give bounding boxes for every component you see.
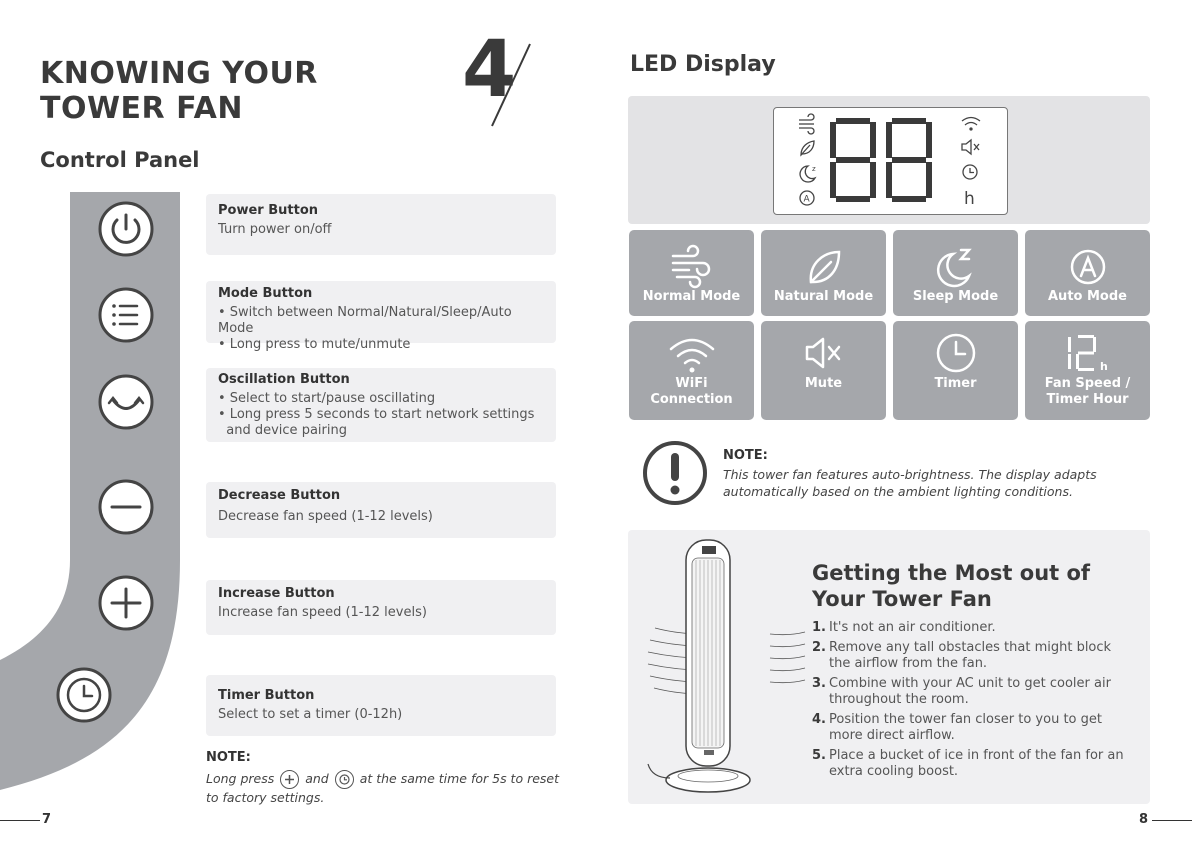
box-title: Timer Button bbox=[218, 688, 315, 703]
tips-heading bbox=[812, 560, 1090, 612]
svg-text:z: z bbox=[812, 165, 816, 173]
auto-icon bbox=[1063, 244, 1113, 290]
page-rule-left bbox=[0, 820, 40, 821]
reset-note bbox=[206, 750, 559, 806]
tile-timer bbox=[893, 321, 1018, 420]
box-text: • Long press to mute/unmute bbox=[218, 337, 411, 352]
svg-text:h: h bbox=[1099, 360, 1108, 373]
clock-icon bbox=[335, 770, 354, 789]
svg-text:4: 4 bbox=[462, 30, 517, 115]
minus-icon[interactable] bbox=[97, 478, 155, 536]
power-icon[interactable] bbox=[97, 200, 155, 258]
oscillation-icon[interactable] bbox=[97, 373, 155, 431]
power-button-box bbox=[206, 194, 556, 255]
tile-label: Mute bbox=[804, 376, 843, 391]
box-text: • Long press 5 seconds to start network settings bbox=[218, 407, 535, 422]
display-digits bbox=[830, 118, 932, 202]
box-text: and device pairing bbox=[218, 423, 347, 438]
tile-label: Natural Mode bbox=[773, 289, 874, 304]
note-text bbox=[206, 770, 559, 806]
tower-fan-illustration bbox=[640, 538, 810, 800]
tile-label: Auto Mode bbox=[1048, 289, 1127, 304]
chapter-number bbox=[460, 30, 540, 130]
control-panel-heading: Control Panel bbox=[40, 148, 200, 172]
tile-natural-mode bbox=[761, 230, 886, 316]
plus-icon[interactable] bbox=[97, 574, 155, 632]
box-text: Increase fan speed (1-12 levels) bbox=[218, 605, 427, 620]
list-item: 5. Place a bucket of ice in front of the fan for an extra cooling boost. bbox=[812, 748, 1124, 779]
tile-normal-mode bbox=[629, 230, 754, 316]
led-display-heading: LED Display bbox=[630, 52, 776, 77]
note-text-post: at the same time for 5s to reset bbox=[359, 771, 560, 786]
decrease-button-box bbox=[206, 482, 556, 538]
tile-label: Normal Mode bbox=[642, 289, 741, 304]
display-note-heading: NOTE: bbox=[723, 448, 768, 463]
clock-icon bbox=[963, 165, 977, 179]
tile-label: Sleep Mode bbox=[912, 289, 999, 304]
increase-button-box bbox=[206, 580, 556, 635]
clock-icon[interactable] bbox=[55, 666, 113, 724]
tile-auto-mode bbox=[1025, 230, 1150, 316]
digits-icon bbox=[1056, 331, 1120, 375]
tile-wifi bbox=[629, 321, 754, 420]
note-text-pre: Long press bbox=[206, 771, 275, 786]
mute-icon bbox=[962, 140, 979, 154]
tile-mute bbox=[761, 321, 886, 420]
mute-icon bbox=[799, 331, 849, 375]
box-title: Decrease Button bbox=[218, 488, 341, 503]
box-text: Turn power on/off bbox=[218, 222, 332, 237]
display-unit: h bbox=[964, 189, 975, 209]
note-heading: NOTE: bbox=[206, 750, 251, 765]
list-item: 2. Remove any tall obstacles that might block the airflow from the fan. bbox=[812, 640, 1112, 671]
page-title bbox=[40, 56, 318, 126]
box-text: • Select to start/pause oscillating bbox=[218, 391, 436, 406]
plus-icon bbox=[280, 770, 299, 789]
box-text: • Switch between Normal/Natural/Sleep/Auto Mode bbox=[218, 305, 512, 336]
leaf-icon bbox=[799, 244, 849, 290]
list-item: 4. Position the tower fan closer to you to get more direct airflow. bbox=[812, 712, 1102, 743]
page-number-left: 7 bbox=[42, 812, 52, 827]
timer-button-box bbox=[206, 675, 556, 736]
box-title: Oscillation Button bbox=[218, 372, 350, 387]
tile-label: Timer bbox=[934, 376, 977, 391]
title-line-1: KNOWING YOUR bbox=[40, 56, 318, 91]
wifi-icon bbox=[667, 331, 717, 375]
wind-icon bbox=[799, 114, 814, 134]
led-screen bbox=[773, 107, 1008, 215]
menu-icon[interactable] bbox=[97, 286, 155, 344]
list-item: 3. Combine with your AC unit to get cooler air throughout the room. bbox=[812, 676, 1111, 707]
list-item: 1. It's not an air conditioner. bbox=[812, 620, 996, 635]
tile-label: Fan Speed / Timer Hour bbox=[1044, 376, 1131, 407]
tips-list bbox=[812, 620, 1132, 784]
title-line-2: TOWER FAN bbox=[40, 91, 243, 126]
note-text-line2: to factory settings. bbox=[206, 790, 325, 805]
box-text: Select to set a timer (0-12h) bbox=[218, 707, 403, 722]
display-note-text: This tower fan features auto-brightness. The display adapts automatically based on the ambient lighting conditions. bbox=[723, 467, 1097, 499]
page-rule-right bbox=[1152, 820, 1192, 821]
tile-fan-speed bbox=[1025, 321, 1150, 420]
tips-heading-line-1: Getting the Most out of bbox=[812, 561, 1091, 585]
tile-label: WiFi Connection bbox=[650, 376, 733, 407]
wifi-icon bbox=[962, 118, 980, 131]
warning-icon bbox=[642, 440, 708, 506]
clock-icon bbox=[931, 331, 981, 375]
note-text-mid: and bbox=[305, 771, 329, 786]
mode-button-box bbox=[206, 281, 556, 352]
box-title: Mode Button bbox=[218, 286, 313, 301]
page-number-right: 8 bbox=[1139, 812, 1149, 827]
leaf-icon bbox=[801, 141, 814, 155]
tips-heading-line-2: Your Tower Fan bbox=[812, 587, 992, 611]
tile-sleep-mode bbox=[893, 230, 1018, 316]
box-text: Decrease fan speed (1-12 levels) bbox=[218, 509, 433, 524]
svg-text:A: A bbox=[803, 194, 810, 205]
box-title: Power Button bbox=[218, 203, 319, 218]
box-title: Increase Button bbox=[218, 586, 335, 601]
wind-icon bbox=[667, 244, 717, 290]
moon-icon bbox=[931, 244, 981, 290]
oscillation-button-box bbox=[206, 368, 556, 442]
